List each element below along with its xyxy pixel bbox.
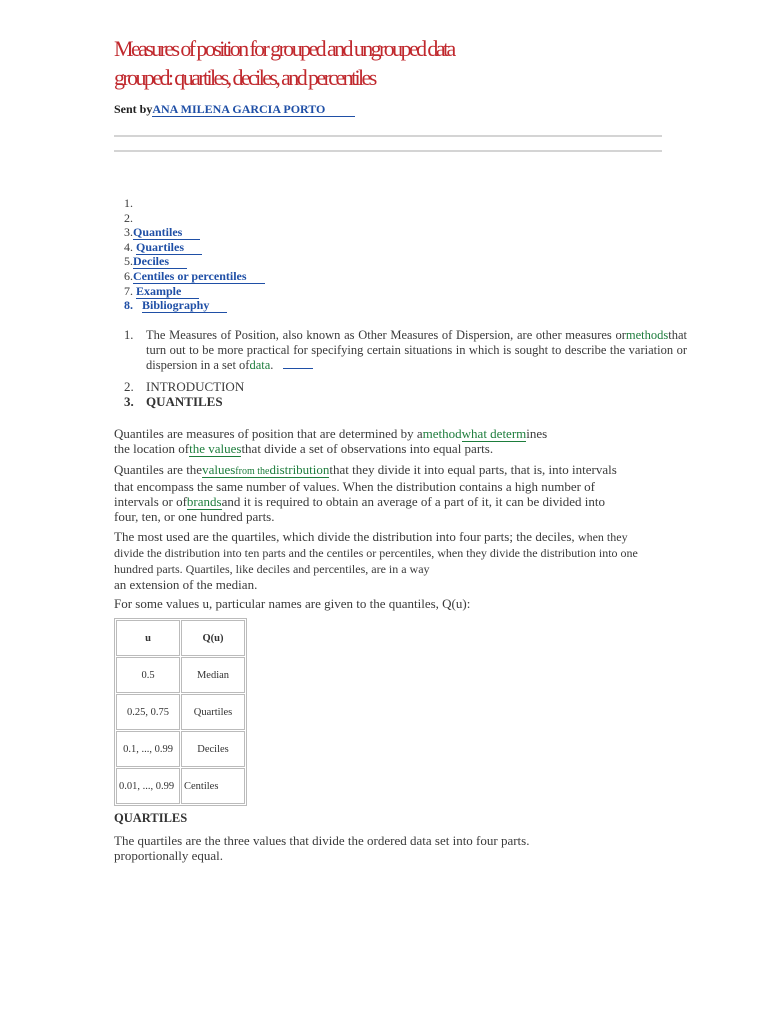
text-run: The Measures of Position, also known as Other Measures of Dispersion, are other measures or xyxy=(146,328,626,342)
table-cell: 0.01, ..., 0.99 xyxy=(116,768,180,804)
toc-item xyxy=(124,284,265,299)
toc-item-number: 1. xyxy=(124,196,133,210)
text-run: ines xyxy=(526,426,548,441)
section-number: 2. xyxy=(124,379,134,394)
section-number: 3. xyxy=(124,394,134,409)
divider-2 xyxy=(114,150,662,152)
table-cell: 0.5 xyxy=(116,657,180,693)
toc-link-quartiles[interactable]: Quartiles xyxy=(136,240,202,255)
link-from-the[interactable]: from the xyxy=(235,466,270,477)
paragraph-quantiles-intro xyxy=(114,426,614,456)
toc-item xyxy=(124,196,265,211)
toc-item-number: 5. xyxy=(124,254,133,269)
toc-item xyxy=(124,269,265,284)
toc-item xyxy=(124,254,265,269)
text-run: Quantiles are the xyxy=(114,462,203,477)
table-header-cell: Q(u) xyxy=(181,620,245,656)
text-run: that divide a set of observations into equal parts. xyxy=(241,441,494,456)
table-cell: Deciles xyxy=(181,731,245,767)
table-cell: Centiles xyxy=(181,768,245,804)
table-row xyxy=(116,694,245,730)
text-run: The most used are the quartiles, which divide the distribution into four parts; the deciles, xyxy=(114,529,575,544)
link-brands[interactable]: brands xyxy=(186,494,222,509)
table-header-row xyxy=(116,620,245,656)
title-line-2: grouped: quartiles, deciles, and percentiles xyxy=(114,65,375,90)
toc-item xyxy=(124,225,265,240)
table-header-cell: u xyxy=(116,620,180,656)
section-text xyxy=(146,328,687,373)
toc-item xyxy=(124,298,265,313)
section-measures-of-position xyxy=(124,328,687,373)
toc-item-number: 3. xyxy=(124,225,133,240)
text-run: when they divide the distribution into ten parts and the centiles or percentiles, when they divide the distribution into one hundred parts. Quartiles, like deciles and percentiles, are in a way xyxy=(114,530,638,576)
link-values[interactable]: values xyxy=(202,462,236,477)
article-title xyxy=(114,34,674,92)
link-data[interactable]: data xyxy=(249,358,271,372)
heading-label: INTRODUCTION xyxy=(146,379,245,394)
empty-link[interactable] xyxy=(283,368,313,369)
paragraph-particular-names: For some values u, particular names are given to the quantiles, Q(u): xyxy=(114,596,471,611)
table-row xyxy=(116,768,245,804)
heading-quantiles xyxy=(124,394,223,410)
text-run: Quantiles are measures of position that are determined by a xyxy=(114,426,423,441)
toc-item xyxy=(124,211,265,226)
table-cell: Median xyxy=(181,657,245,693)
text-run: that turn out to be more practical for specifying certain situations in which is sought to describe the variation or dispersion in a set of xyxy=(146,328,687,372)
table-cell: 0.25, 0.75 xyxy=(116,694,180,730)
toc-item-number: 4. xyxy=(124,239,133,254)
link-distribution[interactable]: distribution xyxy=(269,462,330,477)
toc-link-example[interactable]: Example xyxy=(136,284,199,299)
table-cell: 0.1, ..., 0.99 xyxy=(116,731,180,767)
toc-item xyxy=(124,240,265,255)
text-run: that they divide it into equal parts, that is, into intervals that encompass the same number of values. When the distribution contains a high number of intervals or of xyxy=(114,462,617,509)
title-line-1: Measures of position for grouped and ungrouped data xyxy=(114,36,454,61)
link-method[interactable]: method xyxy=(422,426,462,441)
toc-item-number: 6. xyxy=(124,268,133,283)
text-run: an extension of the median. xyxy=(114,577,258,592)
divider-1 xyxy=(114,135,662,137)
sent-by-prefix: Sent by xyxy=(114,102,153,116)
text-run: . xyxy=(270,358,274,372)
paragraph-quartiles-definition: The quartiles are the three values that divide the ordered data set into four parts. proportionally equal. xyxy=(114,833,530,863)
link-methods[interactable]: methods xyxy=(625,328,669,342)
text-run: and it is required to obtain an average of a part of it, it can be divided into four, ten, or one hundred parts. xyxy=(114,494,605,524)
table-of-contents xyxy=(124,196,265,313)
link-the-values[interactable]: the values xyxy=(189,441,242,456)
heading-label: QUANTILES xyxy=(146,394,223,409)
section-number: 1. xyxy=(124,328,134,342)
quantile-names-table xyxy=(114,618,247,806)
toc-link-percentiles[interactable]: Centiles or percentiles xyxy=(133,269,265,284)
paragraph-most-used xyxy=(114,529,644,592)
toc-item-number: 2. xyxy=(124,210,133,225)
sent-by xyxy=(114,102,355,117)
heading-quartiles: QUARTILES xyxy=(114,811,188,825)
toc-link-bibliography[interactable]: Bibliography xyxy=(142,298,227,313)
heading-introduction xyxy=(124,379,244,395)
text-run: the location of xyxy=(114,441,190,456)
link-determines[interactable]: what determ xyxy=(461,426,527,441)
paragraph-quantiles-definition xyxy=(114,462,619,524)
table-row xyxy=(116,731,245,767)
table-row xyxy=(116,657,245,693)
toc-link-quantiles[interactable]: Quantiles xyxy=(133,225,200,240)
toc-item-number: 7. xyxy=(124,283,133,298)
author-link[interactable]: ANA MILENA GARCIA PORTO xyxy=(152,102,355,117)
table-cell: Quartiles xyxy=(181,694,245,730)
toc-item-number: 8. xyxy=(124,298,133,313)
toc-link-deciles[interactable]: Deciles xyxy=(133,254,187,269)
